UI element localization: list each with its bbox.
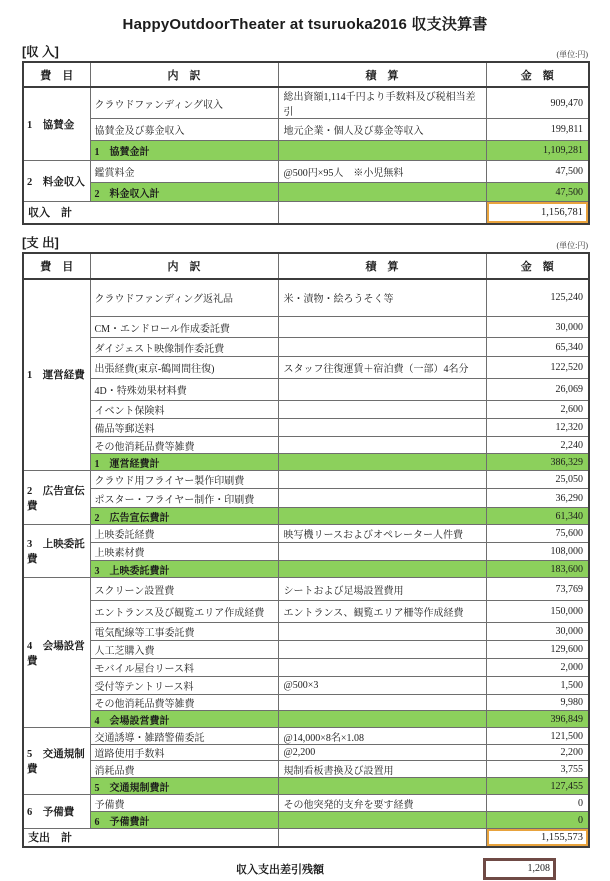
table-row <box>23 641 589 659</box>
calc-cell <box>278 543 486 561</box>
table-row <box>23 623 589 641</box>
amount-cell: 9,980 <box>486 695 589 711</box>
grand-total-row <box>23 202 589 224</box>
subtotal-row <box>23 183 589 202</box>
calc-cell <box>278 419 486 437</box>
table-row <box>23 279 589 317</box>
calc-cell-empty <box>278 141 486 161</box>
table-row <box>23 745 589 761</box>
grand-total-label-cell: 支出 計 <box>23 829 278 847</box>
table-row <box>23 795 589 812</box>
calc-cell <box>278 437 486 454</box>
calc-cell <box>278 471 486 489</box>
calc-cell: エントランス、観覧エリア柵等作成経費 <box>278 601 486 623</box>
table-row <box>23 677 589 695</box>
calc-cell-empty <box>278 812 486 829</box>
detail-cell: イベント保険料 <box>90 401 278 419</box>
detail-cell: エントランス及び観覧エリア作成経費 <box>90 601 278 623</box>
detail-cell: 上映素材費 <box>90 543 278 561</box>
subtotal-amount-cell: 47,500 <box>486 183 589 202</box>
detail-cell: 受付等テントリース料 <box>90 677 278 695</box>
item-group-cell: 1 協賛金 <box>23 87 90 161</box>
detail-cell: 協賛金及び募金収入 <box>90 119 278 141</box>
table-row <box>23 379 589 401</box>
amount-cell: 30,000 <box>486 623 589 641</box>
item-group-cell: 2 料金収入 <box>23 161 90 202</box>
subtotal-amount-cell: 127,455 <box>486 778 589 795</box>
amount-cell: 0 <box>486 795 589 812</box>
amount-cell: 25,050 <box>486 471 589 489</box>
table-row <box>23 659 589 677</box>
table-row <box>23 525 589 543</box>
expense-section-bar <box>22 233 588 251</box>
detail-cell: 消耗品費 <box>90 761 278 778</box>
detail-cell: 人工芝購入費 <box>90 641 278 659</box>
amount-cell: 199,811 <box>486 119 589 141</box>
subtotal-label-cell: 5 交通規制費計 <box>90 778 278 795</box>
calc-cell: 総出資額1,114千円より手数料及び税相当差引 <box>278 87 486 119</box>
subtotal-amount-cell: 386,329 <box>486 454 589 471</box>
detail-cell: 電気配線等工事委託費 <box>90 623 278 641</box>
detail-cell: 交通誘導・雑踏警備委託 <box>90 728 278 745</box>
detail-cell: 道路使用手数料 <box>90 745 278 761</box>
income-header-calc: 積 算 <box>278 62 486 87</box>
grand-total-row <box>23 829 589 847</box>
calc-cell <box>278 489 486 508</box>
calc-cell: シートおよび足場設置費用 <box>278 578 486 601</box>
subtotal-label-cell: 2 料金収入計 <box>90 183 278 202</box>
calc-cell <box>278 641 486 659</box>
subtotal-label-cell: 6 予備費計 <box>90 812 278 829</box>
detail-cell: クラウド用フライヤー製作印刷費 <box>90 471 278 489</box>
amount-cell: 2,600 <box>486 401 589 419</box>
calc-cell-empty <box>278 202 486 224</box>
calc-cell: 米・漬物・絵ろうそく等 <box>278 279 486 317</box>
subtotal-label-cell: 2 広告宣伝費計 <box>90 508 278 525</box>
grand-total-label-cell: 収入 計 <box>23 202 278 224</box>
calc-cell: @14,000×8名×1.08 <box>278 728 486 745</box>
subtotal-row <box>23 812 589 829</box>
income-header-detail: 内 訳 <box>90 62 278 87</box>
amount-cell: 65,340 <box>486 338 589 357</box>
subtotal-row <box>23 778 589 795</box>
page-title: HappyOutdoorTheater at tsuruoka2016 収支決算書 <box>122 16 488 33</box>
table-row <box>23 357 589 379</box>
subtotal-amount-cell: 61,340 <box>486 508 589 525</box>
subtotal-label-cell: 1 協賛金計 <box>90 141 278 161</box>
table-row <box>23 578 589 601</box>
detail-cell: クラウドファンディング収入 <box>90 87 278 119</box>
amount-cell: 2,240 <box>486 437 589 454</box>
detail-cell: その他消耗品費等雑費 <box>90 695 278 711</box>
amount-cell: 2,000 <box>486 659 589 677</box>
amount-cell: 3,755 <box>486 761 589 778</box>
expense-section-label: [支 出] <box>22 235 59 250</box>
item-group-cell: 2 広告宣伝費 <box>23 471 90 525</box>
calc-cell: 映写機リースおよびオペレーター人件費 <box>278 525 486 543</box>
amount-cell: 129,600 <box>486 641 589 659</box>
amount-cell: 47,500 <box>486 161 589 183</box>
calc-cell-empty <box>278 508 486 525</box>
subtotal-label-cell: 1 運営経費計 <box>90 454 278 471</box>
subtotal-label-cell: 3 上映委託費計 <box>90 561 278 578</box>
detail-cell: その他消耗品費等雑費 <box>90 437 278 454</box>
income-header-amount: 金 額 <box>486 62 589 87</box>
calc-cell <box>278 659 486 677</box>
calc-cell-empty <box>278 778 486 795</box>
amount-cell: 30,000 <box>486 317 589 338</box>
item-group-cell: 4 会場設営費 <box>23 578 90 728</box>
subtotal-row <box>23 141 589 161</box>
subtotal-row <box>23 508 589 525</box>
balance-row <box>22 857 588 881</box>
detail-cell: スクリーン設置費 <box>90 578 278 601</box>
amount-cell: 12,320 <box>486 419 589 437</box>
calc-cell-empty <box>278 454 486 471</box>
detail-cell: ポスター・フライヤー制作・印刷費 <box>90 489 278 508</box>
table-row <box>23 601 589 623</box>
detail-cell: CM・エンドロール作成委託費 <box>90 317 278 338</box>
detail-cell: 上映委託経費 <box>90 525 278 543</box>
item-group-cell: 1 運営経費 <box>23 279 90 471</box>
balance-label: 収入支出差引残額 <box>236 863 324 876</box>
table-row <box>23 419 589 437</box>
table-row <box>23 471 589 489</box>
detail-cell: ダイジェスト映像制作委託費 <box>90 338 278 357</box>
income-header-item: 費 目 <box>23 62 90 87</box>
table-row <box>23 161 589 183</box>
calc-cell-empty <box>278 711 486 728</box>
table-row <box>23 87 589 119</box>
calc-cell <box>278 338 486 357</box>
subtotal-row <box>23 454 589 471</box>
detail-cell: 鑑賞料金 <box>90 161 278 183</box>
detail-cell: モバイル屋台リース料 <box>90 659 278 677</box>
subtotal-amount-cell: 0 <box>486 812 589 829</box>
subtotal-amount-cell: 396,849 <box>486 711 589 728</box>
table-row <box>23 317 589 338</box>
calc-cell: @500円×95人 ※小児無料 <box>278 161 486 183</box>
table-row <box>23 437 589 454</box>
table-row <box>23 728 589 745</box>
amount-cell: 150,000 <box>486 601 589 623</box>
calc-cell: 規制看板書換及び設置用 <box>278 761 486 778</box>
expense-header-amount: 金 額 <box>486 253 589 279</box>
table-row <box>23 401 589 419</box>
subtotal-amount-cell: 183,600 <box>486 561 589 578</box>
amount-cell: 2,200 <box>486 745 589 761</box>
amount-cell: 125,240 <box>486 279 589 317</box>
subtotal-row <box>23 711 589 728</box>
amount-cell: 121,500 <box>486 728 589 745</box>
amount-cell: 108,000 <box>486 543 589 561</box>
subtotal-label-cell: 4 会場設営費計 <box>90 711 278 728</box>
balance-amount-box: 1,208 <box>483 858 556 880</box>
income-section-bar <box>22 42 588 60</box>
item-group-cell: 6 予備費 <box>23 795 90 829</box>
grand-total-amount-cell: 1,156,781 <box>486 202 589 224</box>
calc-cell-empty <box>278 183 486 202</box>
subtotal-row <box>23 561 589 578</box>
detail-cell: クラウドファンディング返礼品 <box>90 279 278 317</box>
expense-table <box>22 252 590 848</box>
expense-header-detail: 内 訳 <box>90 253 278 279</box>
calc-cell <box>278 401 486 419</box>
calc-cell <box>278 695 486 711</box>
calc-cell-empty <box>278 561 486 578</box>
amount-cell: 75,600 <box>486 525 589 543</box>
calc-cell: スタッフ往復運賃＋宿泊費（一部）4名分 <box>278 357 486 379</box>
detail-cell: 4D・特殊効果材料費 <box>90 379 278 401</box>
detail-cell: 出張経費(東京-鶴岡間往復) <box>90 357 278 379</box>
table-row <box>23 761 589 778</box>
calc-cell: @500×3 <box>278 677 486 695</box>
amount-cell: 26,069 <box>486 379 589 401</box>
amount-cell: 1,500 <box>486 677 589 695</box>
detail-cell: 予備費 <box>90 795 278 812</box>
table-row <box>23 338 589 357</box>
income-unit-note: (単位:円) <box>556 50 588 59</box>
calc-cell <box>278 317 486 338</box>
calc-cell: 地元企業・個人及び募金等収入 <box>278 119 486 141</box>
item-group-cell: 3 上映委託費 <box>23 525 90 578</box>
calc-cell: @2,200 <box>278 745 486 761</box>
grand-total-amount-cell: 1,155,573 <box>486 829 589 847</box>
calc-cell: その他突発的支弁を要す経費 <box>278 795 486 812</box>
amount-cell: 122,520 <box>486 357 589 379</box>
expense-header-calc: 積 算 <box>278 253 486 279</box>
income-header-row <box>23 62 589 87</box>
expense-header-row <box>23 253 589 279</box>
item-group-cell: 5 交通規制費 <box>23 728 90 795</box>
amount-cell: 909,470 <box>486 87 589 119</box>
calc-cell <box>278 379 486 401</box>
table-row <box>23 695 589 711</box>
detail-cell: 備品等郵送料 <box>90 419 278 437</box>
expense-header-item: 費 目 <box>23 253 90 279</box>
calc-cell-empty <box>278 829 486 847</box>
calc-cell <box>278 623 486 641</box>
income-section-label: [収 入] <box>22 45 59 59</box>
amount-cell: 36,290 <box>486 489 589 508</box>
table-row <box>23 543 589 561</box>
subtotal-amount-cell: 1,109,281 <box>486 141 589 161</box>
table-row <box>23 489 589 508</box>
amount-cell: 73,769 <box>486 578 589 601</box>
expense-unit-note: (単位:円) <box>556 240 588 250</box>
table-row <box>23 119 589 141</box>
income-table <box>22 61 590 225</box>
